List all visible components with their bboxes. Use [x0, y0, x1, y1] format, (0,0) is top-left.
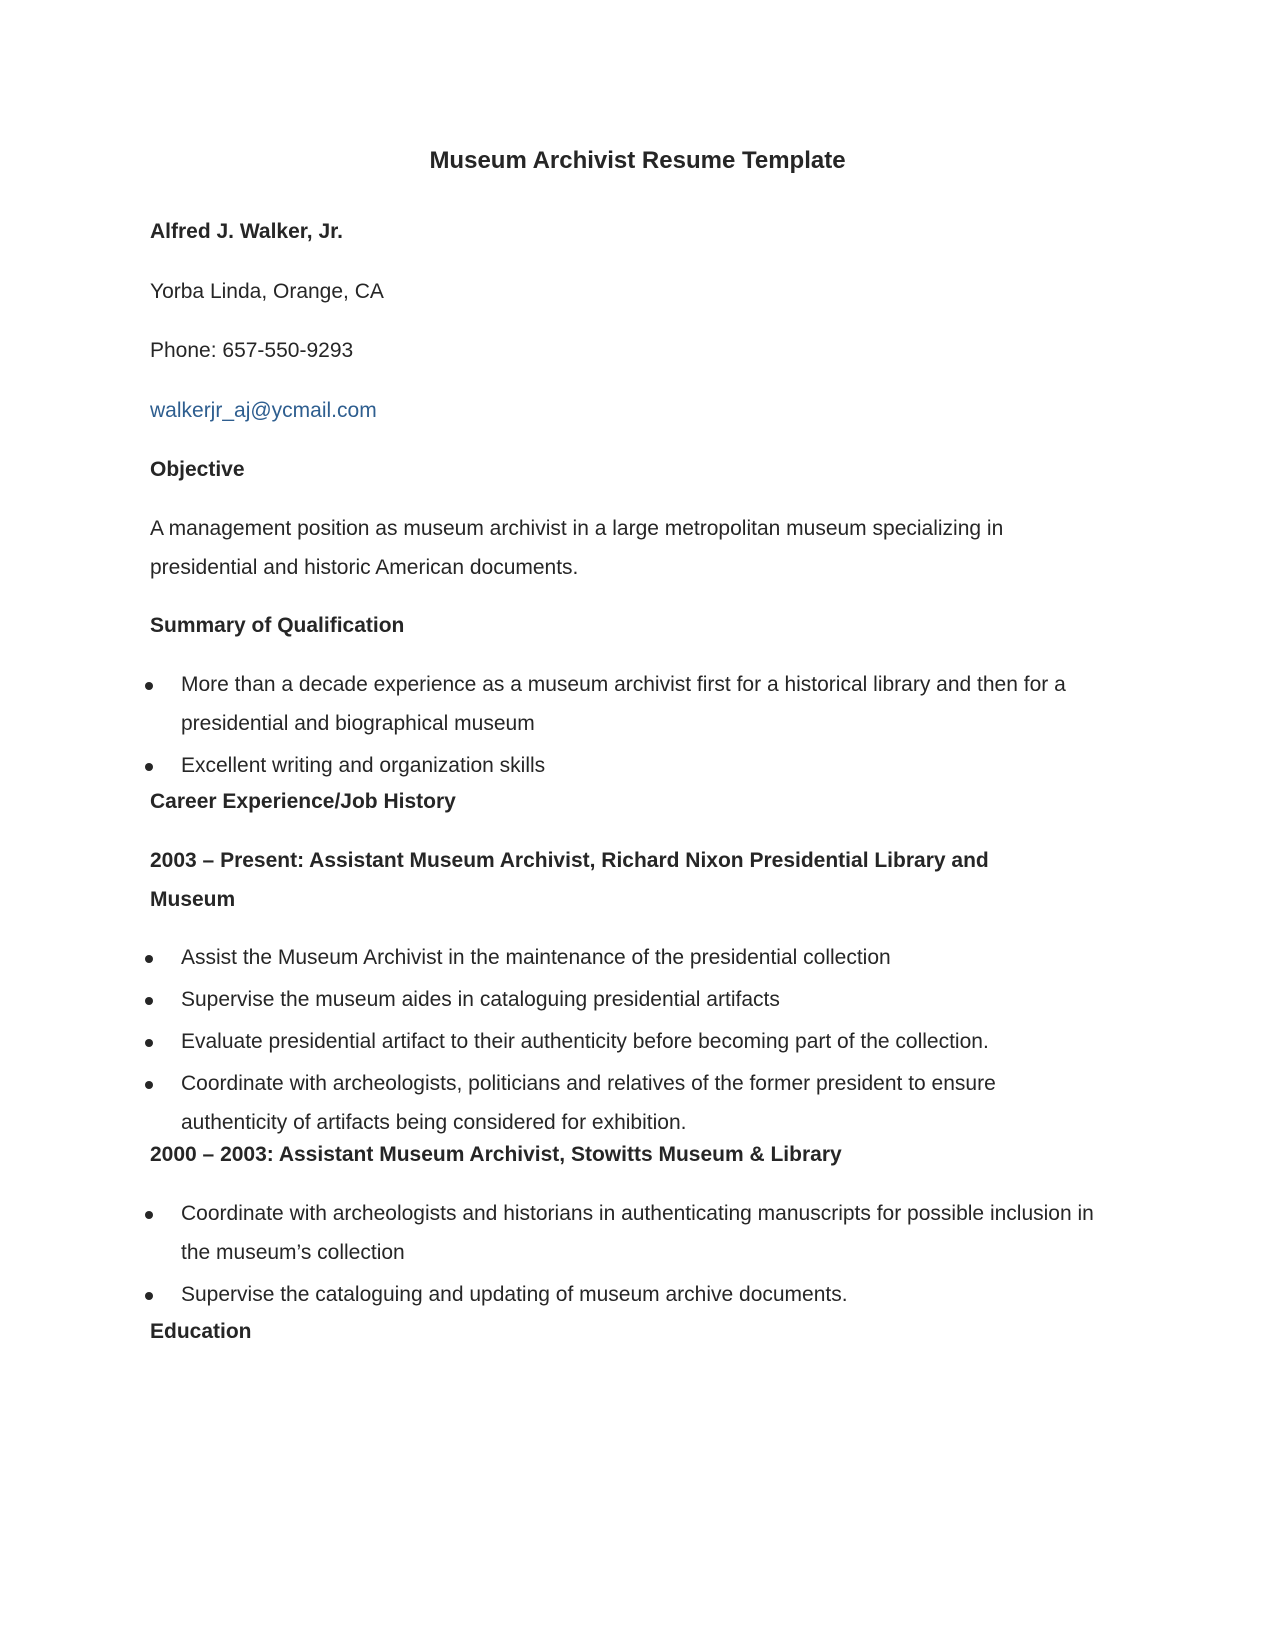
- summary-heading: Summary of Qualification: [150, 614, 405, 637]
- list-item: [142, 1022, 1122, 1061]
- list-item: [142, 980, 1122, 1019]
- objective-heading: Objective: [150, 458, 245, 481]
- job-duty-text: Supervise the museum aides in cataloguing presidential artifacts: [181, 988, 780, 1011]
- applicant-phone: Phone: 657-550-9293: [150, 339, 354, 362]
- list-item: [142, 746, 1122, 785]
- list-item: [142, 1194, 1122, 1272]
- bullet-icon: [145, 1292, 153, 1300]
- education-heading: Education: [150, 1320, 252, 1343]
- job-duty-text: Assist the Museum Archivist in the maintenance of the presidential collection: [181, 946, 891, 969]
- bullet-icon: [145, 997, 153, 1005]
- job-duty-text: Coordinate with archeologists, politicians and relatives of the former president to ensure authenticity of artifacts being considered for exhibition.: [181, 1072, 996, 1134]
- page-title: Museum Archivist Resume Template: [429, 147, 846, 174]
- job-title: 2003 – Present: Assistant Museum Archivist, Richard Nixon Presidential Library and Museum: [150, 849, 989, 911]
- bullet-icon: [145, 1211, 153, 1219]
- list-item: [142, 1064, 1061, 1142]
- applicant-name: Alfred J. Walker, Jr.: [150, 220, 343, 243]
- bullet-icon: [145, 763, 153, 771]
- summary-item-text: Excellent writing and organization skills: [181, 754, 546, 777]
- summary-item-text: More than a decade experience as a museum archivist first for a historical library and then for a presidential and biographical museum: [181, 673, 1066, 735]
- career-heading: Career Experience/Job History: [150, 790, 456, 813]
- job-duty-text: Evaluate presidential artifact to their authenticity before becoming part of the collection.: [181, 1030, 989, 1053]
- applicant-email-link[interactable]: walkerjr_aj@ycmail.com: [150, 399, 377, 422]
- summary-list: [142, 665, 1122, 788]
- bullet-icon: [145, 1081, 153, 1089]
- list-item: [142, 665, 1122, 743]
- job-duty-text: Coordinate with archeologists and historians in authenticating manuscripts for possible inclusion in the museum’s collection: [181, 1202, 1094, 1264]
- job-duty-text: Supervise the cataloguing and updating of museum archive documents.: [181, 1283, 848, 1306]
- job-duties-list: [142, 938, 1122, 1145]
- list-item: [142, 1275, 1122, 1314]
- list-item: [142, 938, 1122, 977]
- job-title: 2000 – 2003: Assistant Museum Archivist, Stowitts Museum & Library: [150, 1143, 842, 1166]
- job-duties-list: [142, 1194, 1122, 1317]
- bullet-icon: [145, 1039, 153, 1047]
- objective-text: A management position as museum archivist in a large metropolitan museum specializing in presidential and historic American documents.: [150, 517, 1004, 579]
- applicant-location: Yorba Linda, Orange, CA: [150, 280, 384, 303]
- bullet-icon: [145, 955, 153, 963]
- bullet-icon: [145, 682, 153, 690]
